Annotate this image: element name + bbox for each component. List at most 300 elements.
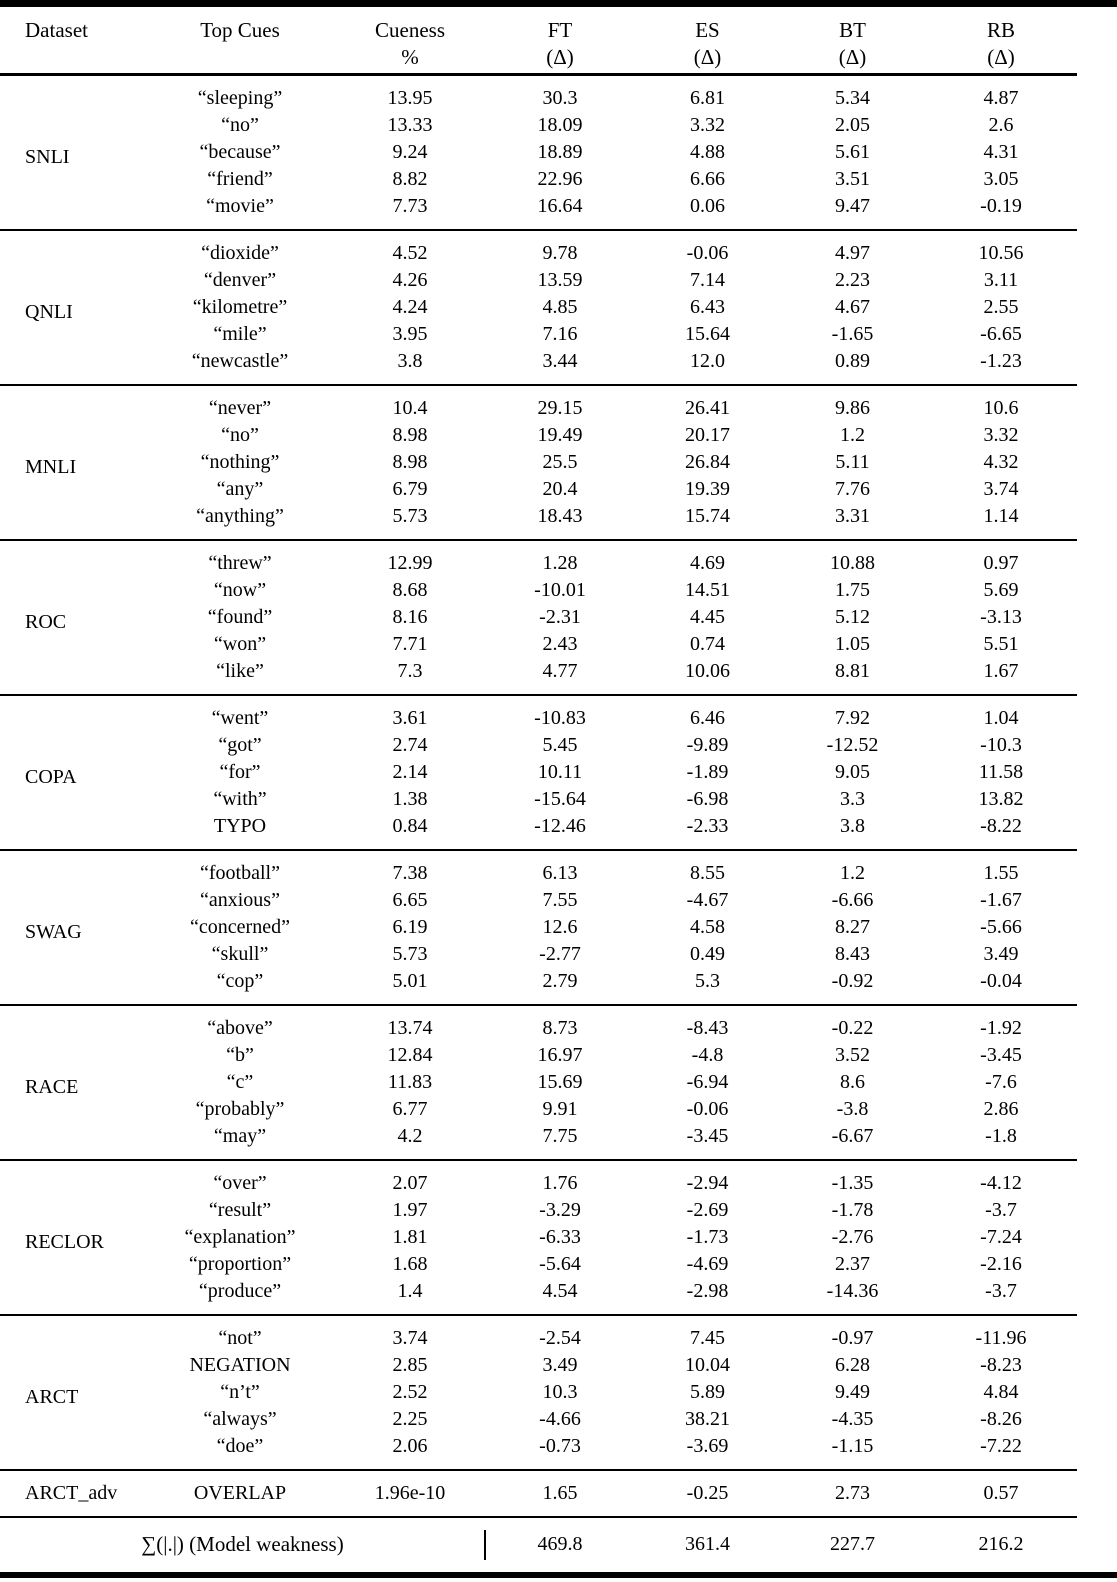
cell-es: 3.32 — [690, 114, 725, 136]
cell-cueness: 2.06 — [392, 1435, 428, 1457]
cell-ft: -2.54 — [539, 1327, 581, 1349]
cell-ft: 29.15 — [537, 397, 583, 419]
cell-rb: 5.69 — [983, 579, 1019, 601]
cell-ft: -5.64 — [539, 1253, 581, 1275]
cell-top-cue: “anxious” — [200, 889, 280, 911]
cell-bt: -6.67 — [831, 1125, 874, 1147]
dataset-group-QNLI — [0, 230, 1077, 385]
cell-cueness: 8.82 — [392, 168, 428, 190]
cell-es: 38.21 — [685, 1408, 730, 1430]
cell-bt: -0.22 — [831, 1017, 874, 1039]
cell-ft: -0.73 — [539, 1435, 581, 1457]
cell-top-cue: “anything” — [196, 505, 284, 527]
cell-rb: -1.23 — [980, 350, 1022, 372]
cell-top-cue: “now” — [213, 579, 267, 601]
cell-es: 12.0 — [690, 350, 725, 372]
cell-bt: 2.05 — [835, 114, 870, 136]
cell-cueness: 7.73 — [392, 195, 428, 217]
cell-es: 0.49 — [690, 943, 725, 965]
cell-top-cue: “denver” — [203, 269, 277, 291]
cell-top-cue: “nothing” — [200, 451, 280, 473]
table-row — [0, 112, 1077, 139]
cell-bt: -0.97 — [831, 1327, 874, 1349]
header-row — [0, 7, 1077, 75]
sum-cell-es: 361.4 — [685, 1533, 730, 1555]
cell-bt: 1.05 — [835, 633, 870, 655]
cell-bt: 5.61 — [835, 141, 870, 163]
col-header-cueness-title: Cueness — [375, 18, 445, 42]
cell-bt: 3.51 — [835, 168, 870, 190]
cell-es: 10.04 — [685, 1354, 730, 1376]
cell-rb: 1.67 — [983, 660, 1019, 682]
cell-cueness: 12.99 — [387, 552, 433, 574]
cell-top-cue: “threw” — [208, 552, 272, 574]
table-row — [0, 1005, 1077, 1042]
cell-top-cue: “probably” — [195, 1098, 285, 1120]
cell-top-cue: “no” — [221, 424, 259, 446]
table-row — [0, 294, 1077, 321]
cell-rb: 1.14 — [983, 505, 1019, 527]
cell-es: 4.45 — [690, 606, 725, 628]
cell-ft: 20.4 — [542, 478, 578, 500]
cell-bt: 0.89 — [835, 350, 870, 372]
cell-rb: 4.32 — [983, 451, 1019, 473]
cell-ft: 9.91 — [542, 1098, 578, 1120]
cell-bt: 3.8 — [840, 815, 865, 837]
cell-ft: 7.55 — [542, 889, 578, 911]
table-row — [0, 1433, 1077, 1470]
cell-bt: -1.35 — [831, 1172, 874, 1194]
cell-rb: 0.57 — [983, 1482, 1019, 1504]
cell-es: 6.81 — [690, 87, 725, 109]
cell-ft: 2.79 — [542, 970, 578, 992]
cell-cueness: 13.33 — [387, 114, 433, 136]
cell-es: -3.69 — [686, 1435, 729, 1457]
col-header-cueness — [335, 7, 485, 75]
cell-cueness: 4.52 — [392, 242, 428, 264]
table-row — [0, 658, 1077, 695]
cell-rb: 10.6 — [983, 397, 1019, 419]
cell-rb: -1.8 — [985, 1125, 1017, 1147]
cell-top-cue: “no” — [221, 114, 259, 136]
cell-ft: 15.69 — [537, 1071, 583, 1093]
cell-top-cue: “always” — [203, 1408, 277, 1430]
cell-es: -6.98 — [686, 788, 729, 810]
cell-es: 6.46 — [690, 707, 725, 729]
cell-rb: -1.67 — [980, 889, 1022, 911]
col-header-es-unit: (Δ) — [693, 45, 722, 69]
table-row — [0, 166, 1077, 193]
col-header-top-cue-title: Top Cues — [200, 18, 280, 42]
cell-ft: -12.46 — [534, 815, 586, 837]
cell-ft: 1.65 — [542, 1482, 578, 1504]
cell-es: -1.73 — [686, 1226, 729, 1248]
cell-cueness: 3.95 — [392, 323, 428, 345]
summary-row — [0, 1517, 1077, 1572]
table-row — [0, 604, 1077, 631]
cell-rb: 2.6 — [988, 114, 1014, 136]
cell-bt: 5.11 — [835, 451, 870, 473]
dataset-label: RECLOR — [25, 1230, 104, 1253]
table-row — [0, 476, 1077, 503]
cell-top-cue: “movie” — [206, 195, 274, 217]
col-header-rb — [925, 7, 1077, 75]
cell-cueness: 5.73 — [392, 505, 428, 527]
sum-cell-rb: 216.2 — [978, 1533, 1024, 1555]
cell-top-cue: “may” — [213, 1125, 267, 1147]
cell-ft: 25.5 — [542, 451, 578, 473]
dataset-group-COPA — [0, 695, 1077, 850]
cell-es: 5.3 — [695, 970, 720, 992]
cell-cueness: 8.68 — [392, 579, 428, 601]
table-row — [0, 503, 1077, 540]
table-row — [0, 1278, 1077, 1315]
cell-rb: 3.32 — [983, 424, 1019, 446]
cell-es: 15.64 — [685, 323, 730, 345]
cell-rb: -11.96 — [975, 1327, 1027, 1349]
cell-es: 19.39 — [685, 478, 730, 500]
table-row — [0, 75, 1077, 113]
cell-top-cue: “found” — [207, 606, 273, 628]
cell-es: -2.33 — [686, 815, 729, 837]
cell-es: -4.8 — [691, 1044, 724, 1066]
dataset-group-ARCT_adv — [0, 1470, 1077, 1517]
cell-top-cue: “football” — [200, 862, 280, 884]
cell-rb: 4.87 — [983, 87, 1019, 109]
cell-cueness: 2.85 — [392, 1354, 428, 1376]
cell-bt: 3.52 — [835, 1044, 870, 1066]
cell-ft: 3.44 — [542, 350, 578, 372]
cell-cueness: 6.79 — [392, 478, 428, 500]
cell-top-cue: “friend” — [207, 168, 273, 190]
cell-es: -9.89 — [686, 734, 729, 756]
cell-es: -3.45 — [686, 1125, 729, 1147]
cell-es: -4.67 — [686, 889, 729, 911]
cell-bt: 2.73 — [835, 1482, 870, 1504]
cell-es: -0.25 — [686, 1482, 729, 1504]
cell-top-cue: “because” — [199, 141, 281, 163]
table-row — [0, 850, 1077, 887]
dataset-group-ROC — [0, 540, 1077, 695]
dataset-label: ROC — [25, 610, 67, 633]
cell-rb: -3.45 — [980, 1044, 1022, 1066]
cell-cueness: 3.61 — [392, 707, 428, 729]
cell-rb: -3.13 — [980, 606, 1022, 628]
cell-ft: -6.33 — [539, 1226, 581, 1248]
cell-rb: 10.56 — [978, 242, 1024, 264]
cell-es: 0.74 — [690, 633, 725, 655]
cell-es: 26.41 — [685, 397, 730, 419]
cell-bt: 3.3 — [840, 788, 865, 810]
cell-cueness: 2.07 — [392, 1172, 428, 1194]
cell-bt: -1.15 — [831, 1435, 874, 1457]
cell-cueness: 0.84 — [392, 815, 428, 837]
cell-cueness: 2.25 — [392, 1408, 428, 1430]
cell-top-cue: “sleeping” — [197, 87, 283, 109]
sum-formula-text: ∑(|.|) (Model weakness) — [141, 1532, 344, 1556]
dataset-label: SNLI — [25, 145, 70, 168]
cell-ft: 7.75 — [542, 1125, 578, 1147]
cell-cueness: 2.14 — [392, 761, 428, 783]
cell-rb: -7.24 — [980, 1226, 1022, 1248]
cell-bt: 8.27 — [835, 916, 870, 938]
cell-rb: 2.86 — [983, 1098, 1019, 1120]
cell-cueness: 8.98 — [392, 424, 428, 446]
cell-rb: -7.22 — [980, 1435, 1022, 1457]
cell-ft: -4.66 — [539, 1408, 581, 1430]
table-row — [0, 813, 1077, 850]
cell-es: 7.14 — [690, 269, 725, 291]
cell-es: 6.66 — [690, 168, 725, 190]
table-row — [0, 1069, 1077, 1096]
cell-bt: -1.78 — [831, 1199, 874, 1221]
table-header — [0, 7, 1077, 75]
cell-es: -2.98 — [686, 1280, 729, 1302]
table-row — [0, 887, 1077, 914]
cell-cueness: 13.74 — [387, 1017, 433, 1039]
cell-es: 10.06 — [685, 660, 730, 682]
cell-top-cue: “produce” — [198, 1280, 282, 1302]
table-row — [0, 139, 1077, 166]
cell-ft: 2.43 — [542, 633, 578, 655]
cell-bt: 4.67 — [835, 296, 870, 318]
cell-top-cue: “won” — [213, 633, 267, 655]
cell-bt: -4.35 — [831, 1408, 874, 1430]
table-row — [0, 695, 1077, 732]
col-header-ft — [485, 7, 635, 75]
col-header-top-cue — [145, 7, 335, 75]
cell-es: 4.69 — [690, 552, 725, 574]
table-top-rule — [0, 0, 1117, 7]
table-row — [0, 267, 1077, 294]
table-row — [0, 540, 1077, 577]
cell-bt: 10.88 — [830, 552, 875, 574]
cell-ft: 5.45 — [542, 734, 578, 756]
cell-cueness: 7.71 — [392, 633, 428, 655]
table-row — [0, 759, 1077, 786]
cell-cueness: 3.74 — [392, 1327, 428, 1349]
table-row — [0, 1315, 1077, 1352]
cell-cueness: 1.38 — [392, 788, 428, 810]
cell-bt: 9.05 — [835, 761, 870, 783]
col-header-dataset-title: Dataset — [25, 18, 88, 42]
cell-es: 15.74 — [685, 505, 730, 527]
cell-es: 7.45 — [690, 1327, 725, 1349]
cell-rb: -0.19 — [980, 195, 1022, 217]
cell-top-cue: “newcastle” — [191, 350, 289, 372]
dataset-group-SNLI — [0, 75, 1077, 231]
cell-rb: 3.11 — [983, 269, 1019, 291]
table-row — [0, 449, 1077, 476]
cell-bt: 9.47 — [835, 195, 870, 217]
table-row — [0, 1470, 1077, 1517]
cell-cueness: 12.84 — [387, 1044, 433, 1066]
cell-bt: 2.23 — [835, 269, 870, 291]
col-header-top-cue-unit — [145, 44, 335, 70]
cell-ft: 3.49 — [542, 1354, 578, 1376]
cell-bt: 5.34 — [835, 87, 870, 109]
col-header-cueness-unit: % — [401, 45, 419, 69]
table-row — [0, 1406, 1077, 1433]
cell-es: -8.43 — [686, 1017, 729, 1039]
cell-bt: 8.43 — [835, 943, 870, 965]
cell-top-cue: “over” — [213, 1172, 267, 1194]
cell-rb: -5.66 — [980, 916, 1022, 938]
cell-cueness: 4.26 — [392, 269, 428, 291]
table-row — [0, 1251, 1077, 1278]
cell-top-cue: “like” — [216, 660, 264, 682]
table-row — [0, 1379, 1077, 1406]
cell-es: -0.06 — [686, 242, 729, 264]
cell-top-cue: “doe” — [216, 1435, 264, 1457]
cell-rb: 3.49 — [983, 943, 1019, 965]
cell-bt: -1.65 — [831, 323, 874, 345]
col-header-bt — [780, 7, 925, 75]
cell-rb: -8.23 — [980, 1354, 1022, 1376]
cell-ft: -3.29 — [539, 1199, 581, 1221]
cell-top-cue: “any” — [216, 478, 264, 500]
dataset-group-ARCT — [0, 1315, 1077, 1470]
table-row — [0, 968, 1077, 1005]
cell-cueness: 1.97 — [392, 1199, 428, 1221]
cell-ft: 1.28 — [542, 552, 578, 574]
cell-ft: 10.3 — [542, 1381, 578, 1403]
cell-es: -0.06 — [686, 1098, 729, 1120]
cell-es: -6.94 — [686, 1071, 729, 1093]
cell-ft: 6.13 — [542, 862, 578, 884]
table-row — [0, 385, 1077, 422]
sum-cell-ft: 469.8 — [537, 1533, 583, 1555]
cell-ft: 4.54 — [542, 1280, 578, 1302]
cell-bt: 7.76 — [835, 478, 870, 500]
table-row — [0, 914, 1077, 941]
cue-statistics-table — [0, 7, 1077, 1572]
cell-cueness: 5.01 — [392, 970, 428, 992]
cell-bt: -2.76 — [831, 1226, 874, 1248]
dataset-label: RACE — [25, 1075, 79, 1098]
cell-cueness: 1.4 — [397, 1280, 423, 1302]
cell-es: -2.94 — [686, 1172, 729, 1194]
cell-cueness: 8.16 — [392, 606, 428, 628]
cell-cueness: 3.8 — [397, 350, 423, 372]
table-row — [0, 577, 1077, 604]
cell-bt: 1.2 — [840, 862, 865, 884]
table-row — [0, 1042, 1077, 1069]
col-header-bt-unit: (Δ) — [838, 45, 867, 69]
cell-rb: 3.05 — [983, 168, 1019, 190]
cell-cueness: 10.4 — [392, 397, 428, 419]
cell-rb: -0.04 — [980, 970, 1022, 992]
table-row — [0, 1096, 1077, 1123]
cell-cueness: 2.74 — [392, 734, 428, 756]
cell-ft: 7.16 — [542, 323, 578, 345]
cell-es: -2.69 — [686, 1199, 729, 1221]
cell-top-cue: NEGATION — [189, 1354, 291, 1376]
cell-cueness: 4.24 — [392, 296, 428, 318]
cell-cueness: 2.52 — [392, 1381, 428, 1403]
cell-cueness: 7.3 — [397, 660, 423, 682]
summary-row-group — [0, 1517, 1077, 1572]
cell-top-cue: “went” — [211, 707, 269, 729]
cell-bt: 6.28 — [835, 1354, 870, 1376]
cell-rb: 1.04 — [983, 707, 1019, 729]
cell-cueness: 1.81 — [392, 1226, 428, 1248]
cell-top-cue: OVERLAP — [193, 1482, 287, 1504]
cell-rb: 11.58 — [978, 761, 1024, 783]
cell-top-cue: “not” — [218, 1327, 262, 1349]
table-row — [0, 422, 1077, 449]
dataset-label: ARCT — [25, 1385, 79, 1408]
cell-ft: -15.64 — [534, 788, 586, 810]
col-header-dataset-unit — [25, 44, 145, 70]
table-row — [0, 1123, 1077, 1160]
dataset-group-RECLOR — [0, 1160, 1077, 1315]
dataset-group-SWAG — [0, 850, 1077, 1005]
cell-ft: 12.6 — [542, 916, 578, 938]
cell-cueness: 8.98 — [392, 451, 428, 473]
cell-top-cue: “result” — [208, 1199, 272, 1221]
cell-es: 4.58 — [690, 916, 725, 938]
cell-top-cue: “n’t” — [220, 1381, 260, 1403]
cell-top-cue: “cop” — [216, 970, 264, 992]
cell-es: 8.55 — [690, 862, 725, 884]
cell-bt: 8.81 — [835, 660, 870, 682]
cell-bt: 9.86 — [835, 397, 870, 419]
cell-rb: -10.3 — [980, 734, 1022, 756]
cell-cueness: 11.83 — [387, 1071, 433, 1093]
cell-bt: 2.37 — [835, 1253, 870, 1275]
cell-cueness: 1.96e-10 — [374, 1482, 446, 1504]
cell-rb: 4.84 — [983, 1381, 1019, 1403]
cell-top-cue: “got” — [218, 734, 262, 756]
cell-bt: 8.6 — [840, 1071, 865, 1093]
cell-bt: -0.92 — [831, 970, 874, 992]
cell-bt: 1.75 — [835, 579, 870, 601]
dataset-label: MNLI — [25, 455, 77, 478]
cell-rb: -3.7 — [985, 1280, 1017, 1302]
table-row — [0, 1197, 1077, 1224]
cell-bt: 4.97 — [835, 242, 870, 264]
cell-rb: -8.22 — [980, 815, 1022, 837]
cell-top-cue: “explanation” — [184, 1226, 296, 1248]
model-weakness-label — [0, 1517, 485, 1572]
col-header-rb-title: RB — [986, 18, 1015, 42]
cell-rb: -8.26 — [980, 1408, 1022, 1430]
cell-top-cue: “mile” — [213, 323, 267, 345]
dataset-label: QNLI — [25, 300, 73, 323]
table-wrapper — [0, 7, 1117, 1572]
cell-ft: -2.31 — [539, 606, 581, 628]
cell-rb: 1.55 — [983, 862, 1019, 884]
cell-cueness: 6.19 — [392, 916, 428, 938]
cell-bt: 1.2 — [840, 424, 865, 446]
cell-ft: 9.78 — [542, 242, 578, 264]
sum-cell-bt: 227.7 — [830, 1533, 875, 1555]
cell-rb: -1.92 — [980, 1017, 1022, 1039]
cell-ft: -10.83 — [534, 707, 586, 729]
cell-rb: -3.7 — [985, 1199, 1017, 1221]
cell-ft: 4.85 — [542, 296, 578, 318]
cell-es: 5.89 — [690, 1381, 725, 1403]
dataset-label: SWAG — [25, 920, 82, 943]
cell-ft: 10.11 — [537, 761, 583, 783]
cell-ft: -10.01 — [534, 579, 586, 601]
cell-bt: -12.52 — [826, 734, 879, 756]
table-row — [0, 1352, 1077, 1379]
cell-rb: 13.82 — [978, 788, 1024, 810]
dataset-label: COPA — [25, 765, 77, 788]
cell-rb: 5.51 — [983, 633, 1019, 655]
